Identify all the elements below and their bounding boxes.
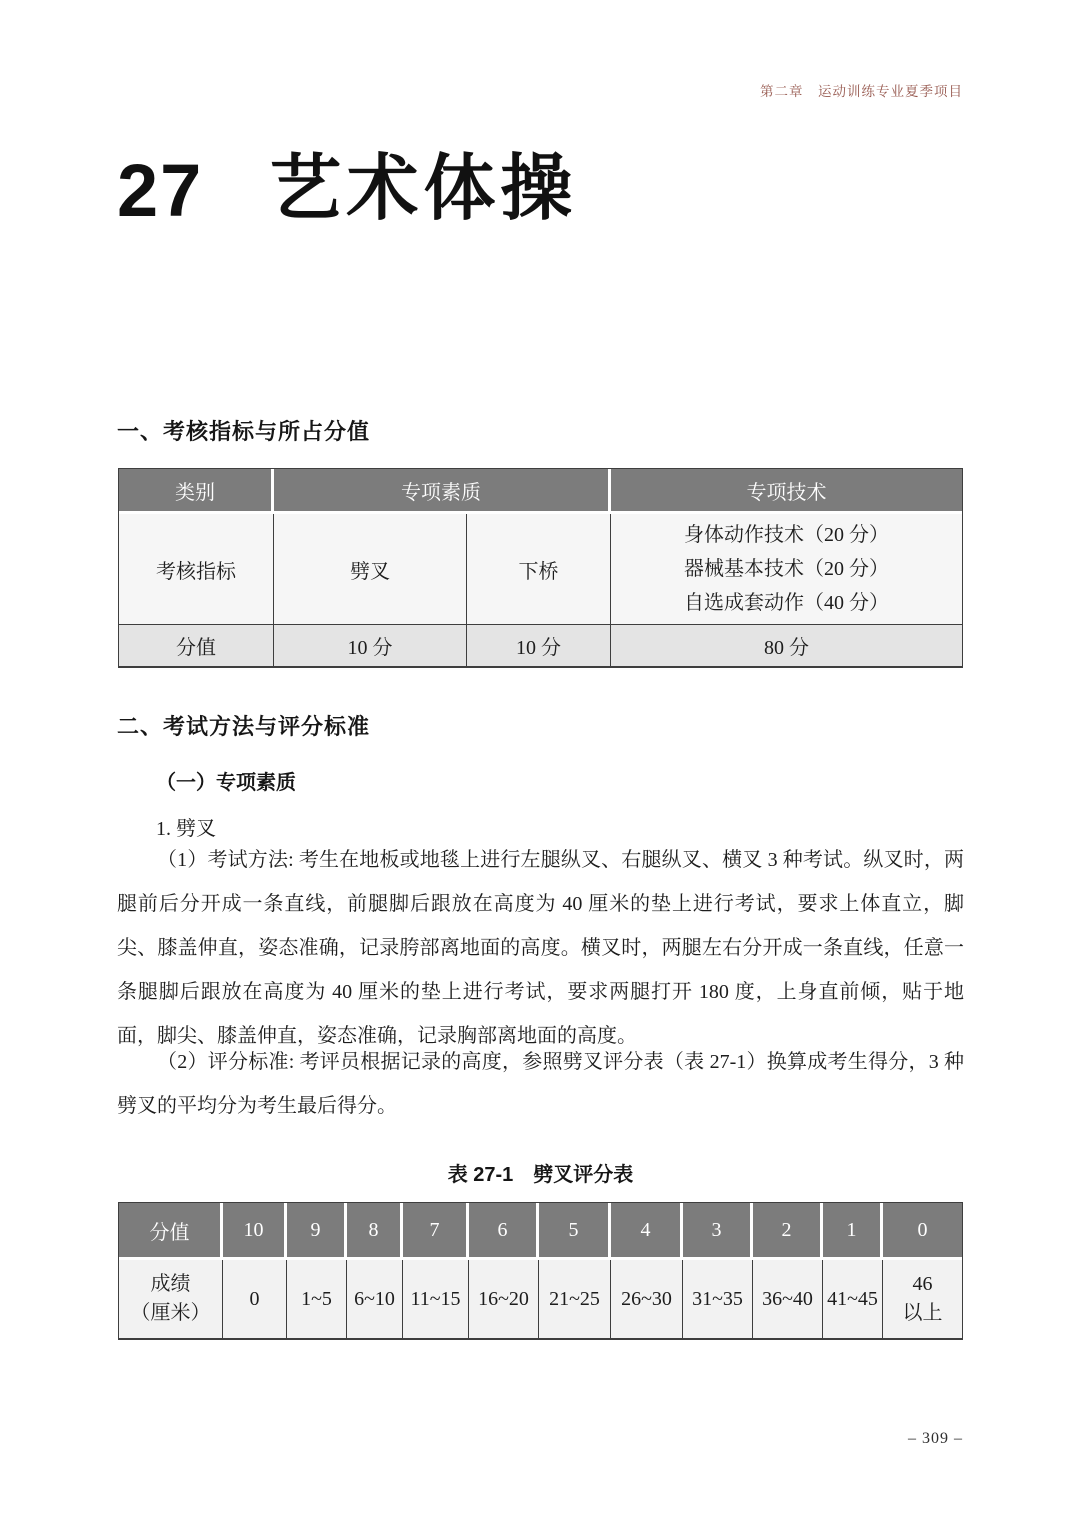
section-two-heading: 二、考试方法与评分标准 xyxy=(117,714,371,739)
score-header-5: 5 xyxy=(539,1203,611,1260)
header-cell-category: 类别 xyxy=(119,469,274,514)
result-cell: 21~25 xyxy=(539,1260,611,1338)
score-header-1: 1 xyxy=(823,1203,883,1260)
indicator-table-row xyxy=(119,514,962,624)
result-cell: 6~10 xyxy=(347,1260,403,1338)
result-cell-last xyxy=(883,1260,962,1338)
score-table-caption: 表 27-1 劈叉评分表 xyxy=(447,1164,634,1186)
section-one-heading: 一、考核指标与所占分值 xyxy=(117,419,371,444)
result-last-line2: 以上 xyxy=(902,1302,943,1324)
chapter-title xyxy=(117,148,578,232)
result-cell: 0 xyxy=(223,1260,287,1338)
result-cell: 1~5 xyxy=(287,1260,347,1338)
score-header-9: 9 xyxy=(287,1203,347,1260)
paragraph-exam-method: （1）考试方法: 考生在地板或地毯上进行左腿纵叉、右腿纵叉、横叉 3 种考试。纵叉时，两腿前后分开成一条直线，前腿脚后跟放在高度为 40 厘米的垫上进行考试，要求上体直立，脚尖、膝盖伸直，姿态准确，记录胯部离地面的高度。横叉时，两腿左右分开成一条直线，任意一条腿脚后跟放在高度为 40 厘米的垫上进行考试，要求两腿打开 180 度，上身直前倾，贴于地面，脚尖、膝盖伸直，姿态准确，记录胸部离地面的高度。 xyxy=(117,849,964,1047)
indicator-table-score-row xyxy=(119,624,962,666)
page-number: – 309 – xyxy=(908,1430,963,1447)
score-header-3: 3 xyxy=(683,1203,753,1260)
score-header-10: 10 xyxy=(223,1203,287,1260)
paragraph-scoring-standard: （2）评分标准: 考评员根据记录的高度，参照劈叉评分表（表 27-1）换算成考生得分，3 种劈叉的平均分为考生最后得分。 xyxy=(117,1051,964,1117)
item-split: 1. 劈叉 xyxy=(156,818,216,840)
cell-indicator-label: 考核指标 xyxy=(119,514,274,624)
cell-split: 劈叉 xyxy=(274,514,467,624)
result-label-line2: （厘米） xyxy=(130,1302,211,1324)
technique-line-routine: 自选成套动作（40 分） xyxy=(684,592,889,614)
result-label-line1: 成绩 xyxy=(150,1273,191,1295)
technique-line-apparatus: 器械基本技术（20 分） xyxy=(684,558,889,580)
running-header: 第二章 运动训练专业夏季项目 xyxy=(760,84,963,99)
cell-bridge-score: 10 分 xyxy=(467,624,611,666)
split-score-table xyxy=(118,1202,963,1340)
indicator-table xyxy=(118,468,963,668)
score-header-label: 分值 xyxy=(119,1203,223,1260)
header-cell-special-technique: 专项技术 xyxy=(611,469,962,514)
score-header-6: 6 xyxy=(469,1203,539,1260)
result-cell: 26~30 xyxy=(611,1260,683,1338)
score-header-2: 2 xyxy=(753,1203,823,1260)
score-table-header-row xyxy=(119,1203,962,1260)
score-header-8: 8 xyxy=(347,1203,403,1260)
technique-line-body: 身体动作技术（20 分） xyxy=(684,524,889,546)
cell-score-label: 分值 xyxy=(119,624,274,666)
score-header-0: 0 xyxy=(883,1203,962,1260)
header-cell-special-quality: 专项素质 xyxy=(274,469,611,514)
cell-technique-detail xyxy=(611,514,962,624)
chapter-number: 27 xyxy=(117,148,204,232)
score-header-7: 7 xyxy=(403,1203,469,1260)
score-header-4: 4 xyxy=(611,1203,683,1260)
chapter-name: 艺术体操 xyxy=(269,149,578,229)
indicator-table-header-row xyxy=(119,469,962,514)
result-cell: 16~20 xyxy=(469,1260,539,1338)
result-cell: 11~15 xyxy=(403,1260,469,1338)
result-cell: 31~35 xyxy=(683,1260,753,1338)
result-label xyxy=(119,1260,223,1338)
result-last-line1: 46 xyxy=(912,1273,933,1295)
result-cell: 36~40 xyxy=(753,1260,823,1338)
subsection-heading: （一）专项素质 xyxy=(156,772,296,794)
cell-bridge: 下桥 xyxy=(467,514,611,624)
score-table-result-row xyxy=(119,1260,962,1338)
cell-split-score: 10 分 xyxy=(274,624,467,666)
result-cell: 41~45 xyxy=(823,1260,883,1338)
cell-technique-score: 80 分 xyxy=(611,624,962,666)
